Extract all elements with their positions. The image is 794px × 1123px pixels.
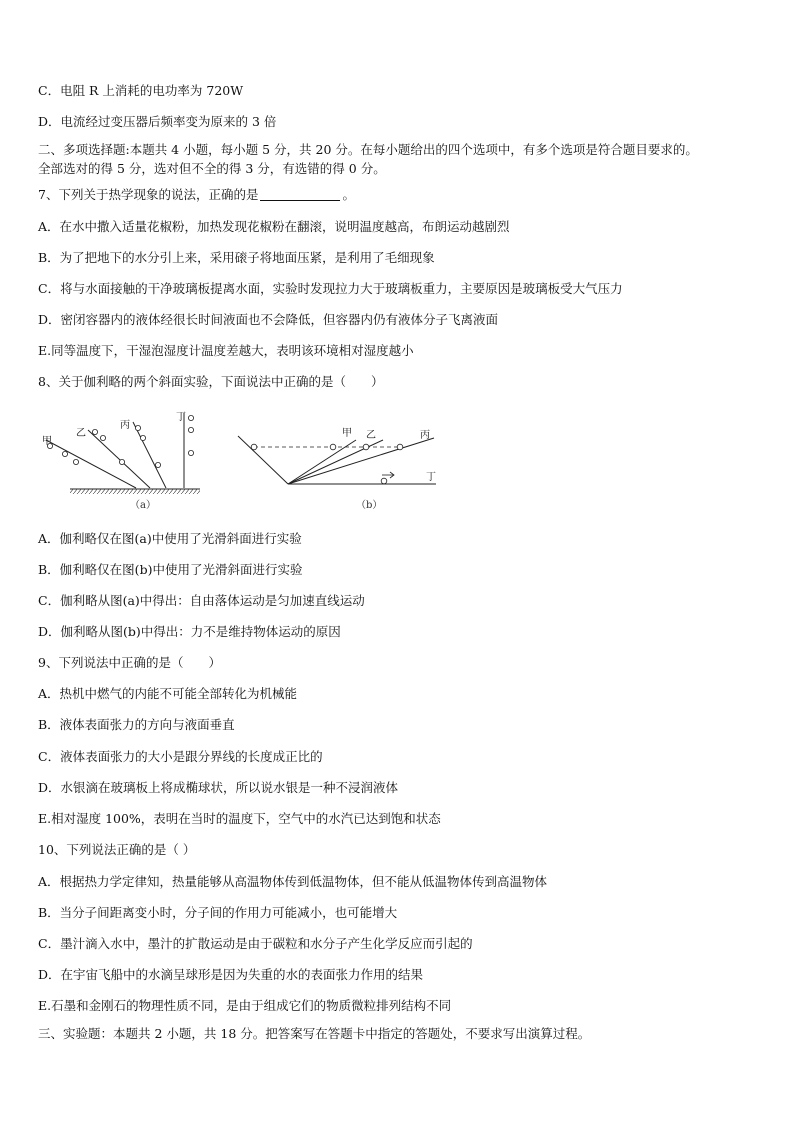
ramp-bing — [288, 438, 434, 484]
fig-a-mark-yi: 乙 — [76, 428, 86, 439]
fig-b-mark-bing: 丙 — [420, 430, 430, 441]
q10-option-e: E.石墨和金刚石的物理性质不同，是由于组成它们的物质微粒排列结构不同 — [38, 998, 452, 1013]
q8-option-d: D．伽利略从图(b)中得出：力不是维持物体运动的原因 — [38, 624, 341, 639]
q7-option-a: A．在水中撒入适量花椒粉，加热发现花椒粉在翻滚，说明温度越高，布朗运动越剧烈 — [38, 219, 510, 234]
fig-b-mark-yi: 乙 — [366, 430, 376, 441]
figure-b — [238, 427, 436, 511]
q8-option-c: C．伽利略从图(a)中得出：自由落体运动是匀加速直线运动 — [38, 593, 365, 608]
q8-option-b: B．伽利略仅在图(b)中使用了光滑斜面进行实验 — [38, 562, 303, 577]
fig-b-caption: （b） — [356, 500, 383, 511]
q7-option-e: E.同等温度下，干湿泡湿度计温度差越大，表明该环境相对湿度越小 — [38, 343, 414, 358]
q9-option-e: E.相对湿度 100%，表明在当时的温度下，空气中的水汽已达到饱和状态 — [38, 811, 441, 826]
q10-option-b: B．当分子间距离变小时，分子间的作用力可能减小，也可能增大 — [38, 905, 398, 920]
q10-stem: 10、下列说法正确的是（ ） — [38, 842, 196, 857]
section2-heading-line2: 全部选对的得 5 分，选对但不全的得 3 分，有选错的得 0 分。 — [38, 161, 386, 176]
fig-a-mark-ding: 丁 — [176, 412, 186, 423]
q9-option-a: A．热机中燃气的内能不可能全部转化为机械能 — [38, 686, 298, 701]
q6-option-c: C．电阻 R 上消耗的电功率为 720W — [38, 83, 244, 98]
fig-b-mark-ding: 丁 — [426, 472, 436, 483]
ramp-bing — [133, 422, 166, 488]
q9-option-d: D．水银滴在玻璃板上将成椭球状，所以说水银是一种不浸润液体 — [38, 780, 399, 795]
q9-option-b: B．液体表面张力的方向与液面垂直 — [38, 717, 235, 732]
q7-option-b: B．为了把地下的水分引上来，采用磙子将地面压紧，是利用了毛细现象 — [38, 250, 435, 265]
fig-a-mark-jia: 甲 — [42, 436, 52, 447]
inclined-plane-figure — [38, 408, 458, 518]
fig-a-caption: （a） — [130, 500, 156, 511]
ground-hatch — [70, 489, 200, 494]
section3-heading: 三、实验题：本题共 2 小题，共 18 分。把答案写在答题卡中指定的答题处，不要求写出演算过程。 — [38, 1026, 591, 1041]
fig-a-mark-bing: 丙 — [120, 420, 130, 431]
q7-stem-end: 。 — [342, 187, 355, 202]
q8-option-a: A．伽利略仅在图(a)中使用了光滑斜面进行实验 — [38, 531, 302, 546]
q6-option-d: D．电流经过变压器后频率变为原来的 3 倍 — [38, 114, 277, 129]
fig-b-mark-jia: 甲 — [342, 428, 352, 439]
q7-stem-text: 7、下列关于热学现象的说法，正确的是 — [38, 187, 259, 202]
q9-option-c: C．液体表面张力的大小是跟分界线的长度成正比的 — [38, 749, 323, 764]
q10-option-c: C．墨汁滴入水中，墨汁的扩散运动是由于碳粒和水分子产生化学反应而引起的 — [38, 936, 473, 951]
section2-heading-line1: 二、多项选择题:本题共 4 小题，每小题 5 分，共 20 分。在每小题给出的四个选项中，有多个选项是符合题目要求的。 — [38, 142, 698, 157]
answer-blank — [260, 200, 340, 201]
q7-stem — [38, 186, 355, 204]
figure-a — [42, 411, 200, 511]
q10-option-a: A．根据热力学定律知，热量能够从高温物体传到低温物体，但不能从低温物体传到高温物体 — [38, 874, 548, 889]
ramp-left — [238, 436, 288, 484]
q9-stem: 9、下列说法中正确的是（ ） — [38, 655, 221, 670]
q7-option-c: C．将与水面接触的干净玻璃板提离水面，实验时发现拉力大于玻璃板重力，主要原因是玻璃板受大气压力 — [38, 281, 623, 296]
q10-option-d: D．在宇宙飞船中的水滴呈球形是因为失重的水的表面张力作用的结果 — [38, 967, 424, 982]
q8-stem: 8、关于伽利略的两个斜面实验，下面说法中正确的是（ ） — [38, 374, 384, 389]
q7-option-d: D．密闭容器内的液体经很长时间液面也不会降低，但容器内仍有液体分子飞离液面 — [38, 312, 499, 327]
